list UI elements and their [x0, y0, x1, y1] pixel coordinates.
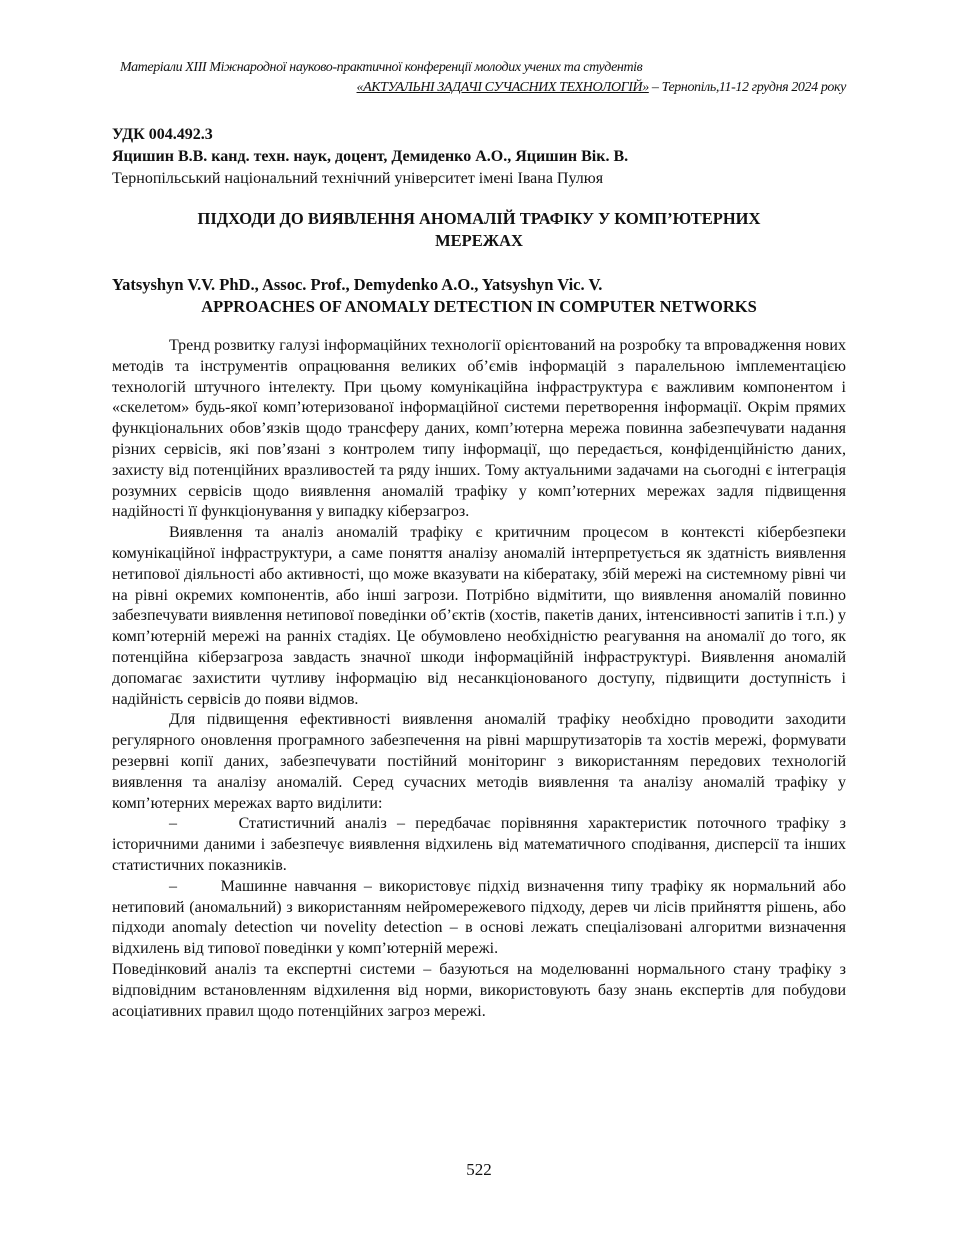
body-paragraph: Виявлення та аналіз аномалій трафіку є критичним процесом в контексті кібербезпеки комунікаційної інфраструктури, а саме поняття аналізу аномалій інтерпретується як здатність виявлення нетипової діяльності або активності, що може вказувати на кібератаку, збій мережі на системному рівні чи на рівні окремих компонентів, або інші загрози. Потрібно відмітити, що виявлення аномалій повинно забезпечувати виявлення нетипової поведінки об’єктів (хостів, пакетів даних, інтенсивності запитів і т.п.) у комп’ютерній мережі на ранніх стадіях. Це обумовлено необхідністю реагування на аномалії до того, як потенційна кіберзагроза завдасть значної шкоди інформаційній інфраструктурі. Виявлення аномалій допомагає захистити чутливу інформацію від несанкціонованого доступу, підвищити доступність і надійність сервісів до появи відмов.: [112, 524, 846, 708]
page-number: 522: [466, 1160, 492, 1179]
conference-header-line1: Матеріали XIII Міжнародної науково-практичної конференції молодих учених та студентів: [120, 60, 643, 75]
conference-title: «АКТУАЛЬНІ ЗАДАЧІ СУЧАСНИХ ТЕХНОЛОГІЙ»: [356, 80, 649, 95]
paper-title-ua: ПІДХОДИ ДО ВИЯВЛЕННЯ АНОМАЛІЙ ТРАФІКУ У КОМП’ЮТЕРНИХ МЕРЕЖАХ: [197, 209, 761, 250]
udc-code: УДК 004.492.3: [112, 126, 213, 143]
authors-ua: Яцишин В.В. канд. техн. наук, доцент, Демиденко А.О., Яцишин Вік. В.: [112, 148, 629, 165]
list-item: – Статистичний аналіз – передбачає порівняння характеристик поточного трафіку з історичними даними і забезпечує виявлення відхилень від математичного сподівання, дисперсії та інших статистичних показників.: [112, 815, 846, 874]
affiliation: Тернопільський національний технічний університет імені Івана Пулюя: [112, 170, 604, 187]
conference-header: [112, 58, 846, 98]
conference-place-date: – Тернопіль,11-12 грудня 2024 року: [648, 80, 846, 95]
body-paragraph: Для підвищення ефективності виявлення аномалій трафіку необхідно проводити заходити регулярного оновлення програмного забезпечення на рівні маршрутизаторів та хостів мережі, формувати резервні копії даних, забезпечувати постійний моніторинг з використанням передових технологій виявлення та аналізу аномалій. Серед сучасних методів виявлення та аналізу аномалій трафіку у комп’ютерних мережах варто виділити:: [112, 711, 846, 812]
paper-title-en: APPROACHES OF ANOMALY DETECTION IN COMPUTER NETWORKS: [201, 297, 757, 316]
list-item: – Машинне навчання – використовує підхід визначення типу трафіку як нормальний або нетиповий (аномальний) з використанням нейромережевого підходу, дерев чи лісів прийняття рішень, або підходи anomaly detection чи novelity detection – в основі лежать спеціалізовані алгоритми визначення відхилень від типової поведінки у комп’ютерній мережі.: [112, 877, 846, 958]
body-paragraph: Тренд розвитку галузі інформаційних технології орієнтований на розробку та впровадження нових методів та інструментів опрацювання великих об’ємів інформацій з паралельною імплементацією технологій штучного інтелекту. При цьому комунікаційна інфраструктура є важливим компонентом і «скелетом» будь-якої комп’ютеризованої інформаційної системи перетворення інформації. Окрім прямих функціональних обов’язків щодо трансферу даних, комп’ютерна мережа повинна забезпечувати надання різних сервісів, які пов’язані з контролем типу інформації, що передається, конфіденційністю даних, захисту від потенційних вразливостей та ряду інших. Тому актуальними задачами на сьогодні є інтеграція розумних сервісів щодо виявлення аномалій трафіку у комп’ютерних мережах задля підвищення надійності її функціонування у випадку кіберзагроз.: [112, 337, 846, 521]
paper-body: [112, 336, 846, 1022]
body-paragraph: Поведінковий аналіз та експертні системи – базуються на моделюванні нормального стану трафіку з відповідним встановленням відхилення від норми, використовують базу знань експертів для побудови асоціативних правил щодо потенційних загроз мережі.: [112, 960, 846, 1020]
authors-en: Yatsyshyn V.V. PhD., Assoc. Prof., Demydenko A.O., Yatsyshyn Vic. V.: [112, 275, 603, 294]
